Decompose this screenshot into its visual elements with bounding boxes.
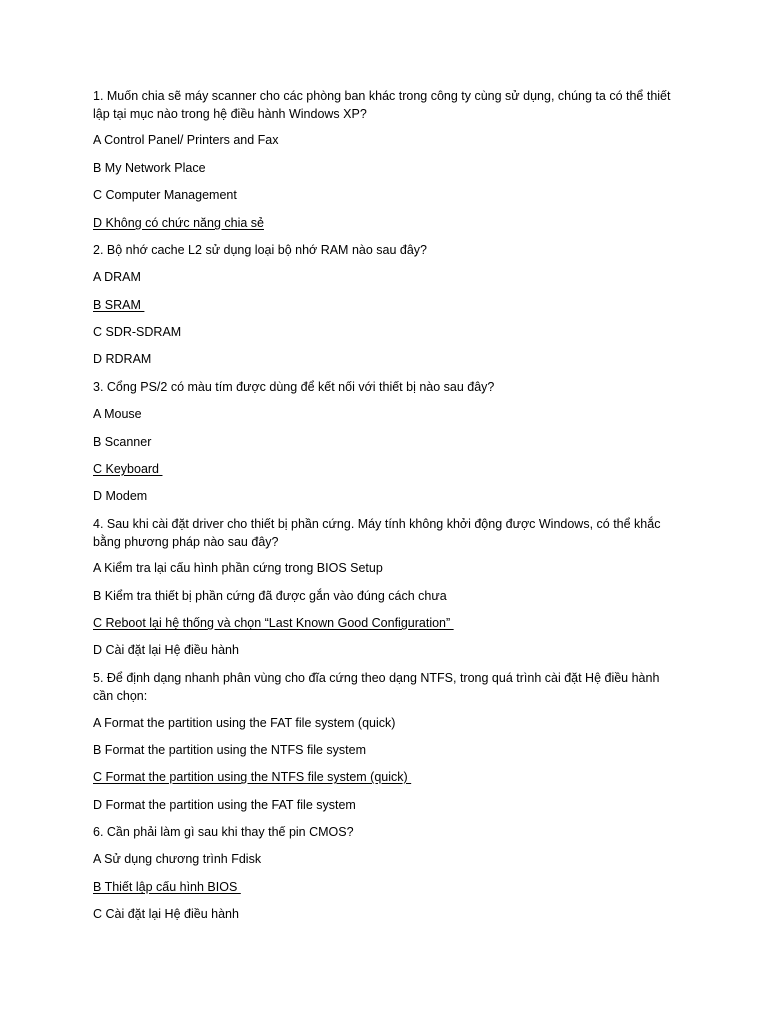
question-5-option-c-answer: C Format the partition using the NTFS file system (quick): [93, 770, 412, 784]
question-4-option-c-answer: C Reboot lại hệ thống và chọn “Last Known Good Configuration”: [93, 616, 454, 630]
question-2-option-d: D RDRAM: [93, 352, 152, 366]
question-4-option-a: A Kiểm tra lại cấu hình phần cứng trong BIOS Setup: [93, 561, 383, 575]
question-6-option-c: C Cài đặt lại Hệ điều hành: [93, 907, 239, 921]
question-4-text: 4. Sau khi cài đặt driver cho thiết bị phần cứng. Máy tính không khởi động được Windows, có thể khắc bằng phương pháp nào sau đây?: [93, 517, 661, 549]
question-2-option-a: A DRAM: [93, 270, 141, 284]
question-1-option-c: C Computer Management: [93, 188, 237, 202]
question-4-option-d: D Cài đặt lại Hệ điều hành: [93, 643, 239, 657]
question-4-option-b: B Kiểm tra thiết bị phần cứng đã được gắn vào đúng cách chưa: [93, 589, 447, 603]
question-5-option-d: D Format the partition using the FAT file system: [93, 798, 356, 812]
question-3-option-d: D Modem: [93, 489, 148, 503]
question-5-text: 5. Để định dạng nhanh phân vùng cho đĩa cứng theo dạng NTFS, trong quá trình cài đặt Hệ điều hành cần chọn:: [93, 671, 660, 703]
question-5-option-a: A Format the partition using the FAT file system (quick): [93, 716, 396, 730]
question-1-text: 1. Muốn chia sẽ máy scanner cho các phòng ban khác trong công ty cùng sử dụng, chúng ta có thể thiết lập tại mục nào trong hệ điều hành Windows XP?: [93, 89, 671, 121]
question-1-option-b: B My Network Place: [93, 161, 206, 175]
question-3-option-b: B Scanner: [93, 435, 152, 449]
question-1-option-d-answer: D Không có chức năng chia sẻ: [93, 216, 264, 230]
question-2-option-c: C SDR-SDRAM: [93, 325, 182, 339]
question-6-option-b-answer: B Thiết lập cấu hình BIOS: [93, 880, 241, 894]
question-2-text: 2. Bộ nhớ cache L2 sử dụng loại bộ nhớ RAM nào sau đây?: [93, 243, 428, 257]
question-3-text: 3. Cổng PS/2 có màu tím được dùng để kết nối với thiết bị nào sau đây?: [93, 380, 495, 394]
question-1-option-a: A Control Panel/ Printers and Fax: [93, 133, 279, 147]
question-6-option-a: A Sử dụng chương trình Fdisk: [93, 852, 262, 866]
question-2-option-b-answer: B SRAM: [93, 298, 145, 312]
question-3-option-a: A Mouse: [93, 407, 142, 421]
question-5-option-b: B Format the partition using the NTFS file system: [93, 743, 367, 757]
question-3-option-c-answer: C Keyboard: [93, 462, 163, 476]
question-6-text: 6. Cần phải làm gì sau khi thay thế pin CMOS?: [93, 825, 354, 839]
